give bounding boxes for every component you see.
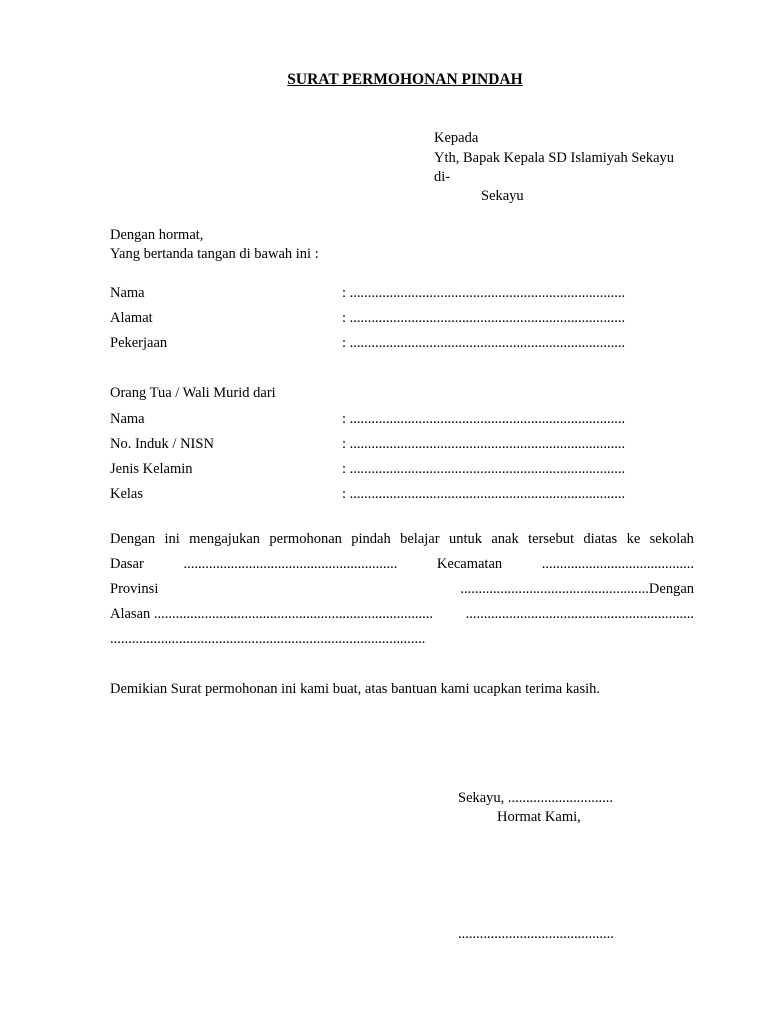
body-paragraph-line-1 <box>110 532 694 547</box>
body-paragraph-line-3 <box>110 582 694 597</box>
field-label: No. Induk / NISN <box>110 436 214 452</box>
body-word: tersebut <box>528 531 574 547</box>
body-word: pindah <box>351 531 391 547</box>
body-text: ........................................................... <box>183 556 398 572</box>
field-label: Alamat <box>110 310 153 326</box>
body-word: Dengan <box>110 531 156 547</box>
body-paragraph-line-5: ....................................................................................... <box>110 631 426 647</box>
signature-regards: Hormat Kami, <box>497 809 581 825</box>
body-word: anak <box>491 531 519 547</box>
field-value: : ............................................................................ <box>342 461 626 477</box>
body-paragraph-line-4 <box>110 607 694 622</box>
closing-text: Demikian Surat permohonan ini kami buat, atas bantuan kami ucapkan terima kasih. <box>110 681 601 697</box>
guardian-heading: Orang Tua / Wali Murid dari <box>110 385 276 401</box>
body-word: ke <box>626 531 641 547</box>
recipient-line-1: Kepada <box>434 130 479 146</box>
signature-place-date: Sekayu, ............................. <box>458 790 614 806</box>
body-word: belajar <box>400 531 440 547</box>
field-value: : ............................................................................ <box>342 335 626 351</box>
field-value: : ............................................................................ <box>342 486 626 502</box>
field-value: : ............................................................................ <box>342 310 626 326</box>
body-text: Provinsi <box>110 581 159 597</box>
body-word: ini <box>164 531 180 547</box>
field-value: : ............................................................................ <box>342 285 626 301</box>
field-label: Jenis Kelamin <box>110 461 193 477</box>
body-text: Alasan ............................................................................. <box>110 606 434 622</box>
intro-text: Yang bertanda tangan di bawah ini : <box>110 246 319 262</box>
body-text: ....................................................Dengan <box>460 581 694 597</box>
field-label: Pekerjaan <box>110 335 168 351</box>
recipient-line-3: di- <box>434 169 451 185</box>
body-text: Dasar <box>110 556 144 572</box>
body-word: permohonan <box>269 531 342 547</box>
recipient-line-4: Sekayu <box>481 188 524 204</box>
signature-name-line: ........................................... <box>458 926 614 942</box>
body-word: untuk <box>448 531 482 547</box>
recipient-line-2: Yth, Bapak Kepala SD Islamiyah Sekayu <box>434 150 675 166</box>
body-text: .......................................... <box>541 556 694 572</box>
body-text: ............................................................... <box>465 606 694 622</box>
field-label: Nama <box>110 285 145 301</box>
body-paragraph-line-2 <box>110 557 694 572</box>
field-label: Kelas <box>110 486 144 502</box>
field-value: : ............................................................................ <box>342 411 626 427</box>
field-label: Nama <box>110 411 145 427</box>
letter-title: SURAT PERMOHONAN PINDAH <box>287 71 523 88</box>
field-value: : ............................................................................ <box>342 436 626 452</box>
body-word: mengajukan <box>189 531 261 547</box>
body-word: diatas <box>583 531 618 547</box>
body-text: Kecamatan <box>436 556 503 572</box>
body-word: sekolah <box>649 531 694 547</box>
greeting: Dengan hormat, <box>110 227 204 243</box>
